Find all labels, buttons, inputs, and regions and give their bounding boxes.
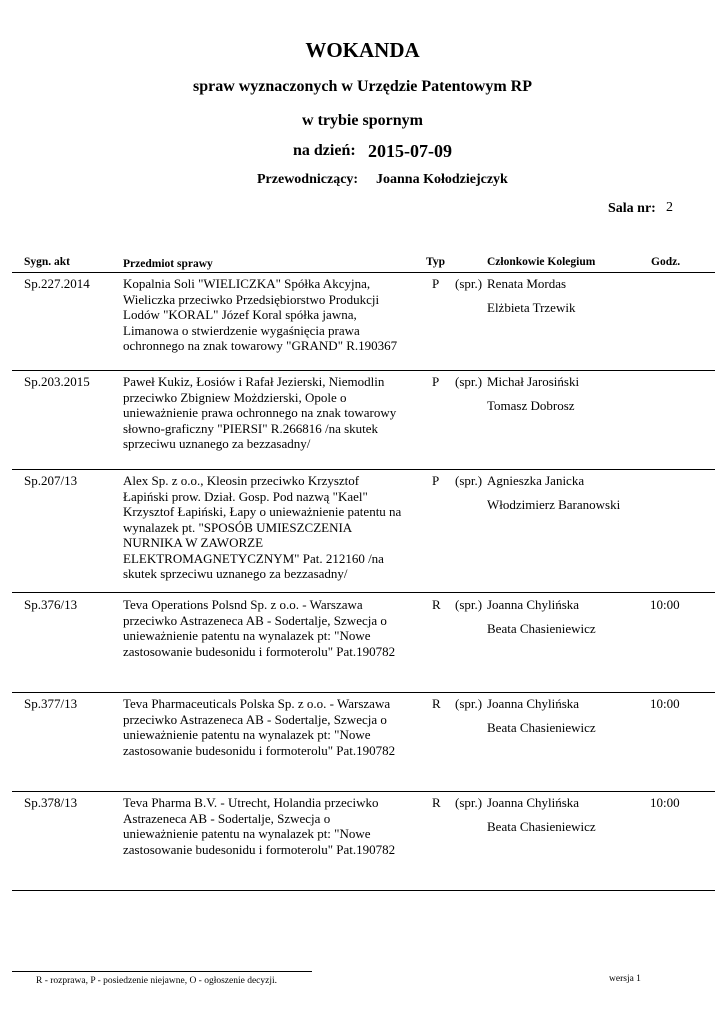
case-number: Sp.203.2015: [24, 374, 90, 389]
case-subject-line: Alex Sp. z o.o., Kleosin przeciwko Krzysztof: [123, 473, 360, 488]
case-subject-line: zastosowanie budesonidu i formoterolu" Pat.190782: [123, 643, 396, 659]
column-header-subject: Przedmiot sprawy: [123, 258, 213, 270]
hearing-time: 10:00: [650, 795, 680, 810]
panel-member-rapporteur: Joanna Chylińska: [487, 696, 580, 711]
case-subject-line: Kopalnia Soli "WIELICZKA" Spółka Akcyjna,: [123, 276, 371, 291]
panel-member: Elżbieta Trzewik: [487, 300, 576, 315]
date-value: 2015-07-09: [368, 141, 452, 161]
case-number: Sp.376/13: [24, 597, 78, 612]
case-subject-line: przeciwko Astrazeneca AB - Sodertalje, Szwecja o: [123, 711, 387, 727]
case-subject: [123, 597, 423, 659]
case-subject: [123, 696, 423, 758]
case-number: Sp.227.2014: [24, 276, 90, 291]
case-subject-line: skutek sprzeciwu uznanego za bezzasadny/: [123, 566, 348, 581]
table-header-divider: [12, 272, 715, 273]
case-subject-line: unieważnienie patentu na wynalazek pt: "Nowe: [123, 727, 371, 742]
hearing-time: 10:00: [650, 597, 680, 612]
panel-member: Beata Chasieniewicz: [487, 621, 596, 636]
case-type: R: [432, 696, 441, 711]
date-label: na dzień:: [293, 142, 356, 159]
rapporteur-marker: (spr.): [455, 795, 483, 810]
row-divider: [12, 370, 715, 371]
version-label: wersja 1: [609, 974, 641, 984]
panel-member-rapporteur: Agnieszka Janicka: [487, 473, 585, 488]
case-subject-line: Limanowa o stwierdzenie wygaśnięcia prawa: [123, 322, 360, 338]
panel-member-rapporteur: Renata Mordas: [487, 276, 567, 291]
rapporteur-marker: (spr.): [455, 473, 483, 488]
panel-member: Włodzimierz Baranowski: [487, 497, 621, 512]
case-subject: [123, 276, 423, 354]
case-type: P: [432, 374, 440, 389]
row-divider: [12, 592, 715, 593]
column-header-time: Godz.: [651, 256, 681, 268]
footer-divider: [12, 971, 312, 972]
case-subject: [123, 473, 423, 582]
panel-member: Beata Chasieniewicz: [487, 720, 596, 735]
chair-value: Joanna Kołodziejczyk: [376, 172, 508, 187]
case-type: R: [432, 597, 441, 612]
case-subject-line: Paweł Kukiz, Łosiów i Rafał Jezierski, Niemodlin: [123, 374, 385, 389]
rapporteur-marker: (spr.): [455, 276, 483, 291]
case-subject-line: Lodów "KORAL" Józef Koral spółka jawna,: [123, 307, 357, 322]
case-subject-line: wynalazek pt. "SPOSÓB UMIESZCZENIA: [123, 519, 353, 535]
case-subject-line: ochronnego na znak towarowy "GRAND" R.190367: [123, 338, 398, 353]
case-subject-line: NURNIKA W ZAWORZE: [123, 535, 264, 550]
case-type: R: [432, 795, 441, 810]
room-label: Sala nr:: [608, 201, 656, 216]
case-subject-line: Teva Pharmaceuticals Polska Sp. z o.o. - Warszawa: [123, 696, 391, 711]
rapporteur-marker: (spr.): [455, 374, 483, 389]
room-value: 2: [666, 200, 673, 215]
footer-legend: R - rozprawa, P - posiedzenie niejawne, O - ogłoszenie decyzji.: [36, 976, 278, 986]
panel-member: Beata Chasieniewicz: [487, 819, 596, 834]
proceeding-mode: w trybie spornym: [302, 112, 423, 129]
column-header-sygn: Sygn. akt: [24, 256, 71, 268]
case-subject-line: przeciwko Zbigniew Możdzierski, Opole o: [123, 389, 347, 405]
table-bottom-divider: [12, 890, 715, 891]
row-divider: [12, 692, 715, 693]
panel-member-rapporteur: Michał Jarosiński: [487, 374, 580, 389]
case-subject-line: przeciwko Astrazeneca AB - Sodertalje, Szwecja o: [123, 612, 387, 628]
panel-member: Tomasz Dobrosz: [487, 398, 575, 413]
case-subject-line: sprzeciwu uznanego za bezzasadny/: [123, 436, 311, 451]
case-type: P: [432, 473, 440, 488]
case-subject: [123, 374, 423, 452]
case-subject-line: ELEKTROMAGNETYCZNYM" Pat. 212160 /na: [123, 550, 384, 566]
column-header-type: Typ: [426, 256, 445, 268]
case-subject-line: unieważnienie patentu na wynalazek pt: "Nowe: [123, 628, 371, 643]
case-subject-line: unieważnienie patentu na wynalazek pt: "Nowe: [123, 826, 371, 841]
rapporteur-marker: (spr.): [455, 597, 483, 612]
case-number: Sp.377/13: [24, 696, 78, 711]
row-divider: [12, 469, 715, 470]
case-number: Sp.378/13: [24, 795, 78, 810]
case-subject-line: unieważnienie prawa ochronnego na znak towarowy: [123, 405, 397, 420]
page-title: WOKANDA: [305, 38, 420, 62]
case-number: Sp.207/13: [24, 473, 78, 488]
rapporteur-marker: (spr.): [455, 696, 483, 711]
case-type: P: [432, 276, 440, 291]
case-subject-line: Teva Operations Polsnd Sp. z o.o. - Warszawa: [123, 597, 363, 612]
case-subject-line: słowno-graficzny "PIERSI" R.266816 /na skutek: [123, 420, 379, 436]
page-subtitle: spraw wyznaczonych w Urzędzie Patentowym RP: [192, 78, 533, 95]
case-subject-line: Łapiński prow. Dział. Gosp. Pod nazwą "Kael": [123, 488, 368, 504]
case-subject-line: Krzysztof Łapiński, Łapy o unieważnienie patentu na: [123, 504, 402, 519]
case-subject-line: Teva Pharma B.V. - Utrecht, Holandia przeciwko: [123, 795, 379, 810]
case-subject-line: zastosowanie budesonidu i formoterolu" Pat.190782: [123, 841, 396, 857]
case-subject-line: Wieliczka przeciwko Przedsiębiorstwo Produkcji: [123, 291, 380, 307]
case-subject: [123, 795, 423, 857]
row-divider: [12, 791, 715, 792]
panel-member-rapporteur: Joanna Chylińska: [487, 597, 580, 612]
hearing-time: 10:00: [650, 696, 680, 711]
column-header-members: Członkowie Kolegium: [487, 256, 596, 268]
panel-member-rapporteur: Joanna Chylińska: [487, 795, 580, 810]
case-subject-line: zastosowanie budesonidu i formoterolu" Pat.190782: [123, 742, 396, 758]
case-subject-line: Astrazeneca AB - Sodertalje, Szwecja o: [123, 810, 331, 826]
chair-label: Przewodniczący:: [257, 172, 359, 187]
